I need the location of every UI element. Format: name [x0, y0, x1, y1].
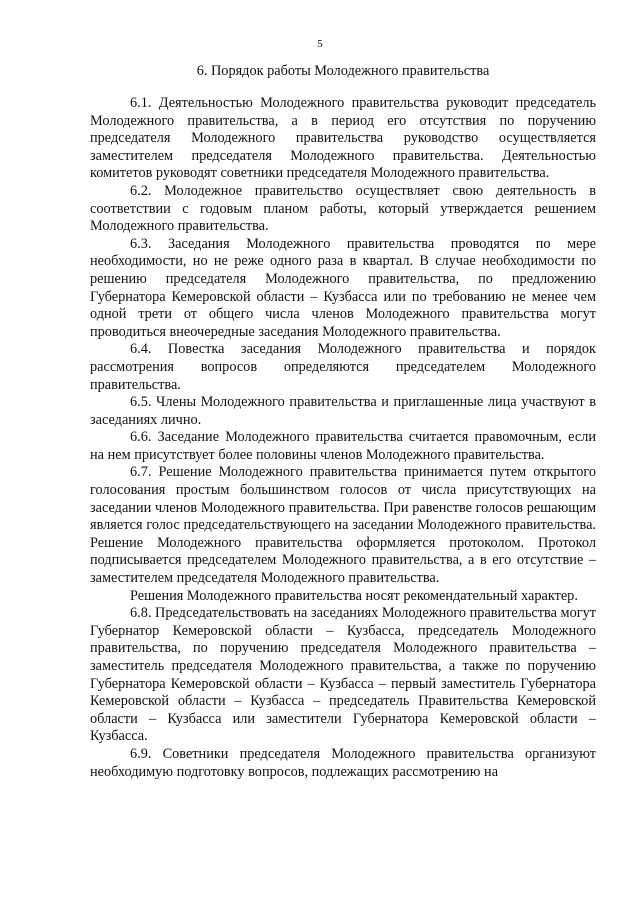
paragraph-6-2: 6.2. Молодежное правительство осуществляет свою деятельность в соответствии с годовым планом работы, который утверждается решением Молодежного правительства.	[90, 182, 596, 235]
paragraph-6-7: 6.7. Решение Молодежного правительства принимается путем открытого голосования простым большинством голосов от числа присутствующих на заседании членов Молодежного правительства. При равенстве голосов решающим является голос председательствующего на заседании Молодежного правительства. Решение Молодежного правительства оформляется протоколом. Протокол подписывается председателем Молодежного правительства, а в его отсутствие – заместителем председателя Молодежного правительства.	[90, 464, 596, 587]
paragraph-6-4: 6.4. Повестка заседания Молодежного правительства и порядок рассмотрения вопросов определяются председателем Молодежного правительства.	[90, 341, 596, 393]
paragraph-6-9: 6.9. Советники председателя Молодежного правительства организуют необходимую подготовку вопросов, подлежащих рассмотрению на	[90, 745, 596, 780]
page-number: 5	[317, 38, 323, 50]
paragraph-6-6: 6.6. Заседание Молодежного правительства считается правомочным, если на нем присутствует более половины членов Молодежного правительства.	[90, 429, 596, 463]
paragraph-6-7-note: Решения Молодежного правительства носят рекомендательный характер.	[130, 587, 578, 604]
paragraph-6-8: 6.8. Председательствовать на заседаниях Молодежного правительства могут Губернатор Кемеровской области – Кузбасса, председатель Молодежного правительства, по поручению председателя Молодежного правительства – заместитель председателя Молодежного правительства, а также по поручению Губернатора Кемеровской области – Кузбасса – первый заместитель Губернатора Кемеровской области – Кузбасса – председатель Правительства Кемеровской области – Кузбасса или заместители Губернатора Кемеровской области – Кузбасса.	[90, 605, 596, 745]
document-body	[90, 95, 596, 781]
paragraph-6-1: 6.1. Деятельностью Молодежного правительства руководит председатель Молодежного правительства, а в период его отсутствия по поручению председателя Молодежного правительства руководство осуществляется заместителем председателя Молодежного правительства. Деятельностью комитетов руководят советники председателя Молодежного правительства.	[90, 95, 596, 182]
paragraph-6-3: 6.3. Заседания Молодежного правительства проводятся по мере необходимости, но не реже одного раза в квартал. В случае необходимости по решению председателя Молодежного правительства, по предложению Губернатора Кемеровской области – Кузбасса или по требованию не менее чем одной трети от общего числа членов Молодежного правительства могут проводиться внеочередные заседания Молодежного правительства.	[90, 235, 596, 340]
paragraph-6-5: 6.5. Члены Молодежного правительства и приглашенные лица участвуют в заседаниях лично.	[90, 394, 596, 428]
section-title: 6. Порядок работы Молодежного правительства	[196, 63, 490, 79]
